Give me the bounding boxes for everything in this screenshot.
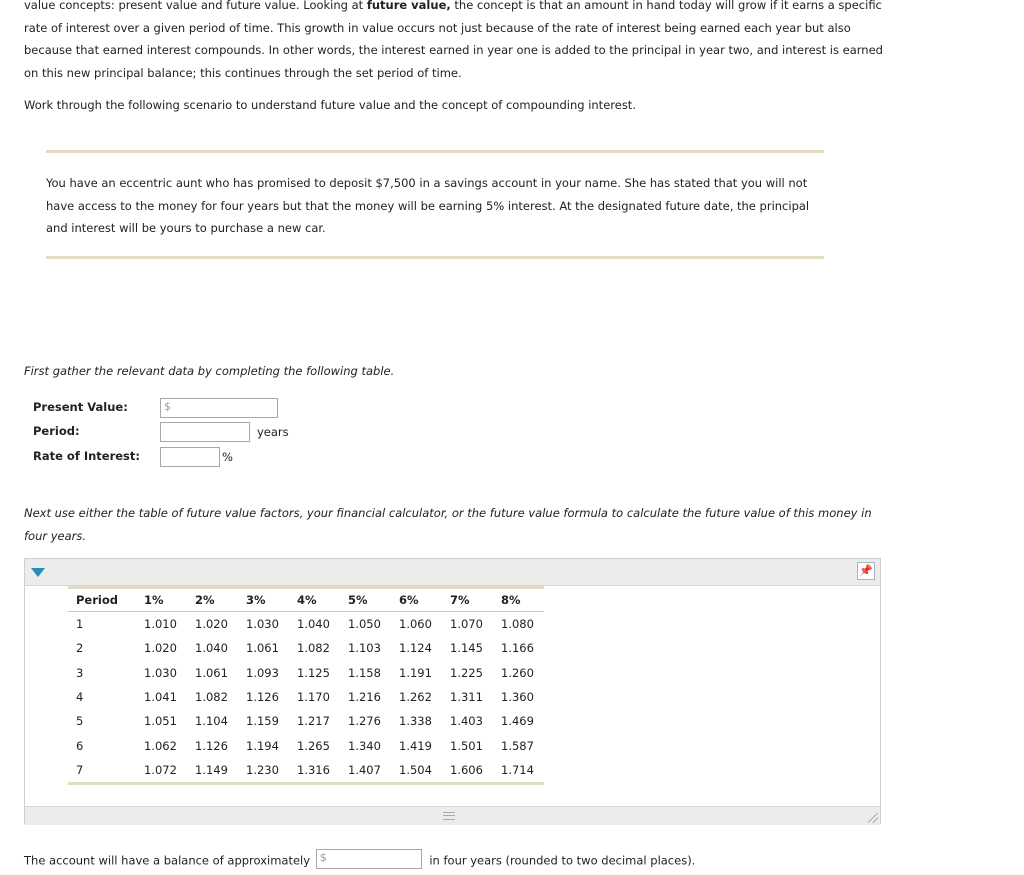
factor-cell: 1.407 — [348, 762, 381, 777]
factor-cell: 1.145 — [450, 641, 483, 656]
factor-cell: 1.469 — [501, 714, 534, 729]
intro-bold-term: future value, — [366, 0, 451, 12]
future-value-input[interactable] — [316, 849, 422, 869]
factor-cell: 1.124 — [399, 641, 432, 656]
table-header-row — [68, 588, 544, 612]
factor-cell: 1.082 — [195, 690, 228, 705]
factor-cell: 1.606 — [450, 762, 483, 777]
factor-cell: 1.030 — [144, 665, 177, 680]
factor-cell: 1.159 — [246, 714, 279, 729]
factor-cell: 1.311 — [450, 690, 483, 705]
factor-cell: 1.125 — [297, 665, 330, 680]
factor-cell: 1.225 — [450, 665, 483, 680]
table-row — [68, 636, 544, 660]
period-label: Period: — [33, 424, 80, 438]
factor-cell: 1.501 — [450, 738, 483, 753]
factor-cell: 1.051 — [144, 714, 177, 729]
rate-input[interactable] — [160, 447, 220, 467]
factor-cell: 1.050 — [348, 617, 381, 632]
factor-cell: 1.062 — [144, 738, 177, 753]
period-input[interactable] — [160, 422, 250, 442]
next-instruction: Next use either the table of future value factors, your financial calculator, or the future value formula to calculate the future value of this money in four years. — [24, 506, 872, 543]
factor-cell: 1.020 — [195, 617, 228, 632]
table-row — [68, 661, 544, 685]
factor-cell: 1.061 — [195, 665, 228, 680]
factor-cell: 1.070 — [450, 617, 483, 632]
dollar-prefix: $ — [164, 400, 171, 413]
gather-instruction: First gather the relevant data by completing the following table. — [24, 364, 395, 378]
scenario-bottom-rule — [46, 256, 824, 259]
scenario-top-rule — [46, 150, 824, 153]
present-value-input[interactable] — [160, 398, 278, 418]
factor-cell: 1.419 — [399, 738, 432, 753]
factor-cell: 1.276 — [348, 714, 381, 729]
fv-factor-table — [68, 586, 544, 785]
drag-handle-icon[interactable] — [443, 812, 455, 820]
table-row — [68, 758, 544, 784]
panel-header — [25, 559, 880, 586]
factor-cell: 1.080 — [501, 617, 534, 632]
factor-cell: 1.714 — [501, 762, 534, 777]
factor-cell: 1.030 — [246, 617, 279, 632]
table-row — [68, 733, 544, 757]
factor-cell: 1.191 — [399, 665, 432, 680]
final-text-before: The account will have a balance of approximately — [24, 853, 311, 868]
table-row — [68, 685, 544, 709]
period-cell: 3 — [76, 665, 84, 680]
header-rate: 5% — [340, 588, 391, 612]
header-rate: 7% — [442, 588, 493, 612]
factor-cell: 1.230 — [246, 762, 279, 777]
collapse-triangle-icon[interactable] — [31, 568, 45, 577]
header-rate: 3% — [238, 588, 289, 612]
intro-paragraph — [24, 0, 894, 84]
panel-footer — [25, 806, 880, 825]
header-rate: 8% — [493, 588, 544, 612]
factor-cell: 1.041 — [144, 690, 177, 705]
factor-cell: 1.260 — [501, 665, 534, 680]
factor-cell: 1.262 — [399, 690, 432, 705]
factor-cell: 1.360 — [501, 690, 534, 705]
factor-cell: 1.082 — [297, 641, 330, 656]
factor-cell: 1.587 — [501, 738, 534, 753]
table-row — [68, 612, 544, 637]
factor-cell: 1.166 — [501, 641, 534, 656]
factor-cell: 1.093 — [246, 665, 279, 680]
rate-label: Rate of Interest: — [33, 449, 140, 463]
factor-cell: 1.158 — [348, 665, 381, 680]
header-rate: 4% — [289, 588, 340, 612]
intro-text-1: value concepts: present value and future value. Looking at — [24, 0, 367, 12]
header-rate: 1% — [136, 588, 187, 612]
pin-icon[interactable]: 📌 — [857, 562, 875, 580]
header-period: Period — [68, 588, 136, 612]
header-rate: 2% — [187, 588, 238, 612]
factor-cell: 1.340 — [348, 738, 381, 753]
factor-cell: 1.020 — [144, 641, 177, 656]
period-cell: 2 — [76, 641, 84, 656]
factor-cell: 1.194 — [246, 738, 279, 753]
dollar-prefix: $ — [319, 851, 327, 864]
header-rate: 6% — [391, 588, 442, 612]
factor-cell: 1.403 — [450, 714, 483, 729]
table-body — [68, 612, 544, 784]
factor-cell: 1.010 — [144, 617, 177, 632]
intro-text-2: the concept is that an amount in hand today will grow if it earns a specific rate of interest over a given period of time. This growth in value occurs not just because of the rate of interest being earned each year but also because that earned interest compounds. In other words, the interest earned in year one is added to the principal in year two, and interest is earned on this new principal balance; this continues through the set period of time. — [24, 0, 883, 80]
period-cell: 4 — [76, 690, 84, 705]
factor-cell: 1.316 — [297, 762, 330, 777]
scenario-text: You have an eccentric aunt who has promised to deposit $7,500 in a savings account in your name. She has stated that you will not have access to the money for four years but that the money will be earning 5% interest. At the designated future date, the principal and interest will be yours to purchase a new car. — [46, 176, 810, 235]
final-answer-line — [24, 851, 695, 871]
factor-cell: 1.170 — [297, 690, 330, 705]
factor-cell: 1.265 — [297, 738, 330, 753]
factor-cell: 1.072 — [144, 762, 177, 777]
period-cell: 5 — [76, 714, 84, 729]
factor-cell: 1.216 — [348, 690, 381, 705]
factor-cell: 1.338 — [399, 714, 432, 729]
final-text-after: in four years (rounded to two decimal places). — [429, 853, 696, 868]
period-cell: 6 — [76, 738, 84, 753]
resize-corner-icon[interactable] — [868, 813, 878, 823]
present-value-label: Present Value: — [33, 400, 128, 414]
period-unit: years — [257, 425, 289, 439]
period-cell: 7 — [76, 762, 84, 777]
work-through-text: Work through the following scenario to understand future value and the concept of compounding interest. — [24, 98, 636, 112]
factor-cell: 1.060 — [399, 617, 432, 632]
table-row — [68, 709, 544, 733]
factor-cell: 1.061 — [246, 641, 279, 656]
rate-unit: % — [222, 450, 233, 464]
factor-cell: 1.040 — [297, 617, 330, 632]
factor-cell: 1.504 — [399, 762, 432, 777]
factor-cell: 1.149 — [195, 762, 228, 777]
period-cell: 1 — [76, 617, 84, 632]
factor-cell: 1.126 — [246, 690, 279, 705]
factor-cell: 1.040 — [195, 641, 228, 656]
factor-cell: 1.217 — [297, 714, 330, 729]
factor-cell: 1.126 — [195, 738, 228, 753]
factor-cell: 1.103 — [348, 641, 381, 656]
factor-cell: 1.104 — [195, 714, 228, 729]
